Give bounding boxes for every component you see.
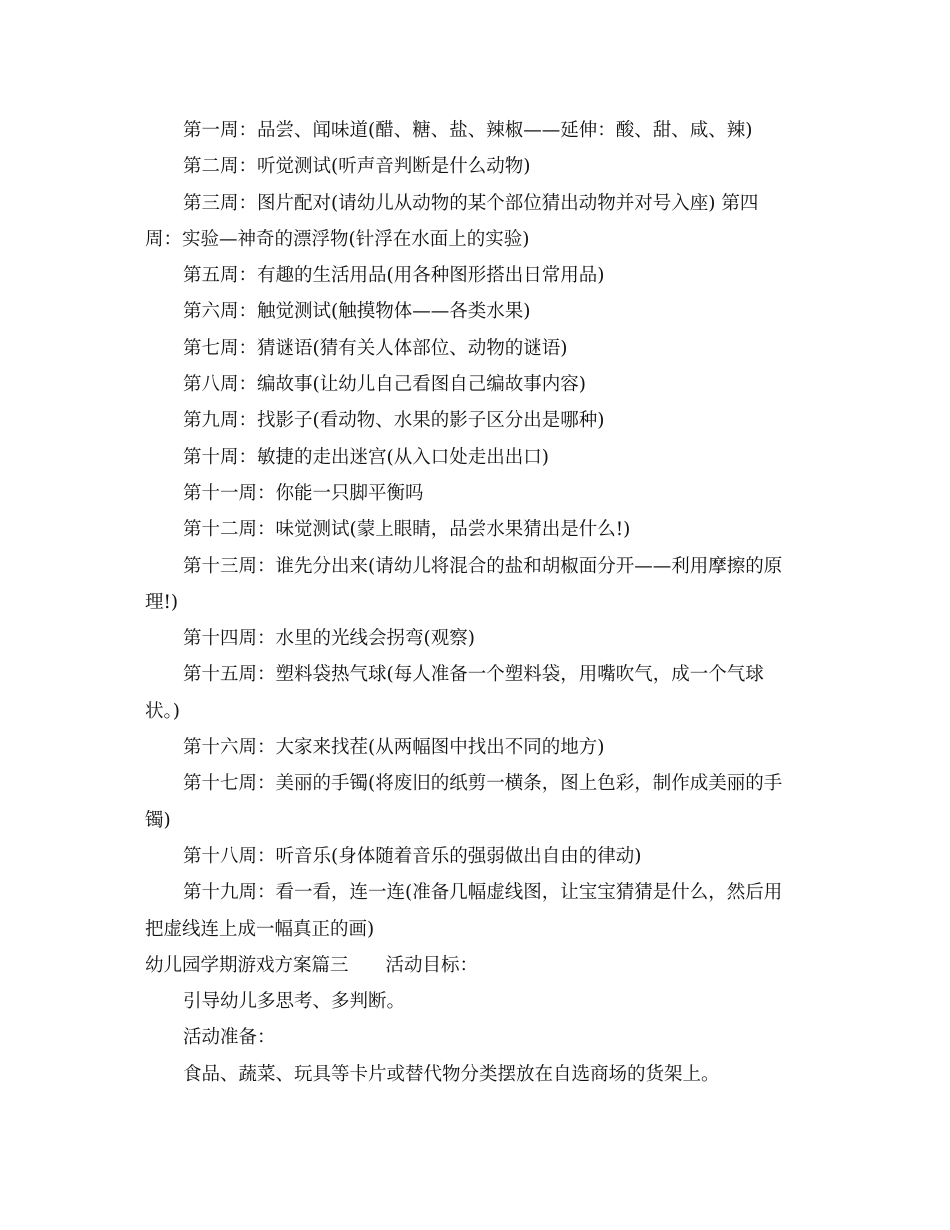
text-line: 引导幼儿多思考、多判断。: [183, 991, 406, 1013]
text-line: 第一周：品尝、闻味道(醋、糖、盐、辣椒——延伸：酸、甜、咸、辣): [183, 120, 753, 141]
text-line: 第十五周：塑料袋热气球(每人准备一个塑料袋，用嘴吹气，成一个气球: [183, 664, 764, 686]
text-line: 第十周：敏捷的走出迷宫(从入口处走出出口): [183, 446, 549, 468]
text-line: 第七周：猜谜语(猜有关人体部位、动物的谜语): [183, 337, 568, 359]
text-line: 活动准备：: [183, 1027, 276, 1049]
text-line: 第十二周：味觉测试(蒙上眼睛，品尝水果猜出是什么!): [183, 519, 631, 541]
text-line: 第十八周：听音乐(身体随着音乐的强弱做出自由的律动): [183, 845, 642, 867]
text-line: 状。): [145, 700, 180, 722]
text-line: 第五周：有趣的生活用品(用各种图形搭出日常用品): [183, 265, 605, 287]
document-page: [0, 116, 950, 1096]
text-line: 第三周：图片配对(请幼儿从动物的某个部位猜出动物并对号入座) 第四: [183, 192, 759, 214]
text-line: 第十七周：美丽的手镯(将废旧的纸剪一横条，图上色彩，制作成美丽的手: [183, 773, 783, 795]
text-line: 周：实验—神奇的漂浮物(针浮在水面上的实验): [145, 228, 530, 250]
text-line: 理!): [145, 591, 179, 613]
text-line: 第二周：听觉测试(听声音判断是什么动物): [183, 156, 531, 178]
text-line: 第十三周：谁先分出来(请幼儿将混合的盐和胡椒面分开——利用摩擦的原: [183, 555, 783, 577]
text-line: 镯): [145, 809, 171, 831]
text-line: 第十九周：看一看，连一连(准备几幅虚线图，让宝宝猜猜是什么，然后用: [183, 882, 783, 904]
text-line: 把虚线连上成一幅真正的画): [145, 918, 375, 940]
text-line: 第八周：编故事(让幼儿自己看图自己编故事内容): [183, 374, 586, 396]
text-line: 第十六周：大家来找茬(从两幅图中找出不同的地方): [183, 737, 605, 759]
text-line: 第十一周：你能一只脚平衡吗: [183, 482, 424, 504]
text-line: 第十四周：水里的光线会拐弯(观察): [183, 628, 475, 650]
text-line: 幼儿园学期游戏方案篇三 活动目标：: [145, 954, 479, 976]
text-line: 第六周：触觉测试(触摸物体——各类水果): [183, 301, 531, 323]
text-line: 食品、蔬菜、玩具等卡片或替代物分类摆放在自选商场的货架上。: [183, 1063, 720, 1085]
text-line: 第九周：找影子(看动物、水果的影子区分出是哪种): [183, 410, 605, 432]
